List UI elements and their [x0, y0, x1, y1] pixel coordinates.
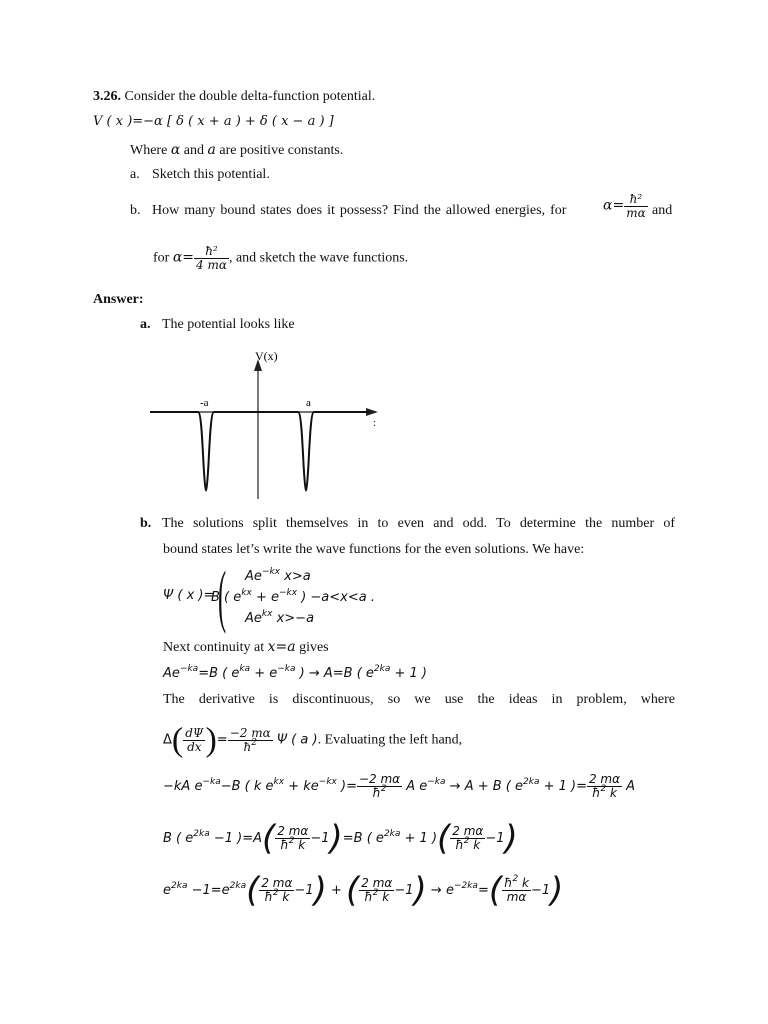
- and-text: and: [183, 143, 204, 158]
- answer-a-text: The potential looks like: [162, 317, 295, 332]
- item-b-text: How many bound states does it possess? Find the allowed energies, for: [152, 203, 567, 218]
- potential-equation: V ( x )=−α [ δ ( x + a ) + δ ( x − a ) ]: [93, 114, 334, 129]
- alpha-eq: α=: [603, 197, 625, 214]
- evaluating-text: . Evaluating the left hand,: [317, 732, 463, 748]
- fraction-den-2: 4 mα: [196, 258, 227, 272]
- positive-text: are positive constants.: [219, 143, 344, 158]
- a-symbol: a: [207, 142, 216, 158]
- alpha-eq-2: α=: [172, 249, 195, 266]
- answer-a-label: a.: [140, 317, 151, 332]
- item-a-text: Sketch this potential.: [152, 167, 270, 182]
- item-a-label: a.: [130, 167, 140, 182]
- continuity-x: x=a: [267, 639, 296, 655]
- item-a: [130, 166, 270, 184]
- answer-heading: [93, 291, 144, 309]
- item-b: [130, 190, 675, 230]
- item-b-label: b.: [130, 203, 141, 218]
- psi-piecewise: Ψ ( x )= ( $Ae^{-kx}$ x>a B ( $e^{kx} + e^{-kx}$ ) −a<x<a . $Ae^{kx}$ x>−a: [163, 558, 375, 635]
- gives-text: gives: [299, 640, 329, 655]
- axis-end-mark: :: [373, 417, 377, 429]
- for-text: for: [153, 250, 170, 266]
- derivative-line: The derivative is discontinuous, so we use the ideas in problem, where: [163, 692, 675, 707]
- alpha-fraction-1: [603, 193, 648, 220]
- fraction-den: mα: [626, 206, 646, 220]
- answer-b-label: b.: [140, 516, 152, 531]
- potential-figure: [148, 345, 388, 500]
- delta-equation: Δ( $\frac{d\Psi}{dx}$ )= $\frac{-2 m\alpha}{ħ^2}$ Ψ ( a ). Evaluating the left hand,: [163, 721, 463, 759]
- alpha-symbol: α: [170, 142, 181, 158]
- fraction-num: ħ²: [624, 193, 647, 207]
- lefthand-equation: −kA $e^{-ka}-B$ ( k $e^{kx} + ke^{-kx}$ )= $\frac{-2 m\alpha}{ħ^2}$ A $e^{-ka} \to A + B$ ( $e^{2ka} + 1$ )= $\frac{2 m\alpha}{ħ^2 k}$ A: [163, 772, 636, 800]
- a-label: a: [306, 397, 311, 409]
- minus-a-label: -a: [200, 397, 209, 409]
- answer-a: [140, 316, 295, 334]
- and-end: and: [652, 203, 673, 218]
- v-of-x-label: V(x): [255, 349, 278, 363]
- fraction-num-2: ħ²: [194, 245, 229, 259]
- answer-b-line1: [140, 515, 675, 533]
- problem-text: Consider the double delta-function potential.: [124, 89, 376, 104]
- item-b-line2: [153, 245, 408, 272]
- problem-statement: [93, 88, 375, 106]
- problem-number: 3.26.: [93, 89, 121, 104]
- constants-line: [130, 141, 343, 160]
- continuity-text: Next continuity at: [163, 640, 265, 655]
- sketch-wave-text: , and sketch the wave functions.: [228, 250, 409, 266]
- answer-b-line2: bound states let’s write the wave functions for the even solutions. We have:: [163, 542, 585, 557]
- continuity-line: [163, 638, 329, 657]
- continuity-equation: $Ae^{-ka}=B$ ( $e^{ka} + e^{-ka}$ ) → A=B ( $e^{2ka} + 1$ ): [163, 664, 428, 681]
- answer-b-text-1: The solutions split themselves in to even and odd. To determine the number of: [162, 516, 675, 531]
- answer-heading-text: Answer:: [93, 292, 144, 307]
- where-text: Where: [130, 143, 168, 158]
- final-equation: $e^{2ka} -1=e^{2ka}$( $\frac{2 m\alpha}{ħ^2 k}$ −1) + ( $\frac{2 m\alpha}{ħ^2 k}$ $-1) \to e^{-2ka}=$( $\frac{ħ^2 k}{m\alpha}$ −1): [163, 870, 564, 911]
- b-equation: B ( $e^{2ka} -1$ )=A( $\frac{2 m\alpha}{ħ^2 k}$ −1)=B ( $e^{2ka} + 1$ )( $\frac{2 m\alpha}{ħ^2 k}$ −1): [163, 818, 518, 859]
